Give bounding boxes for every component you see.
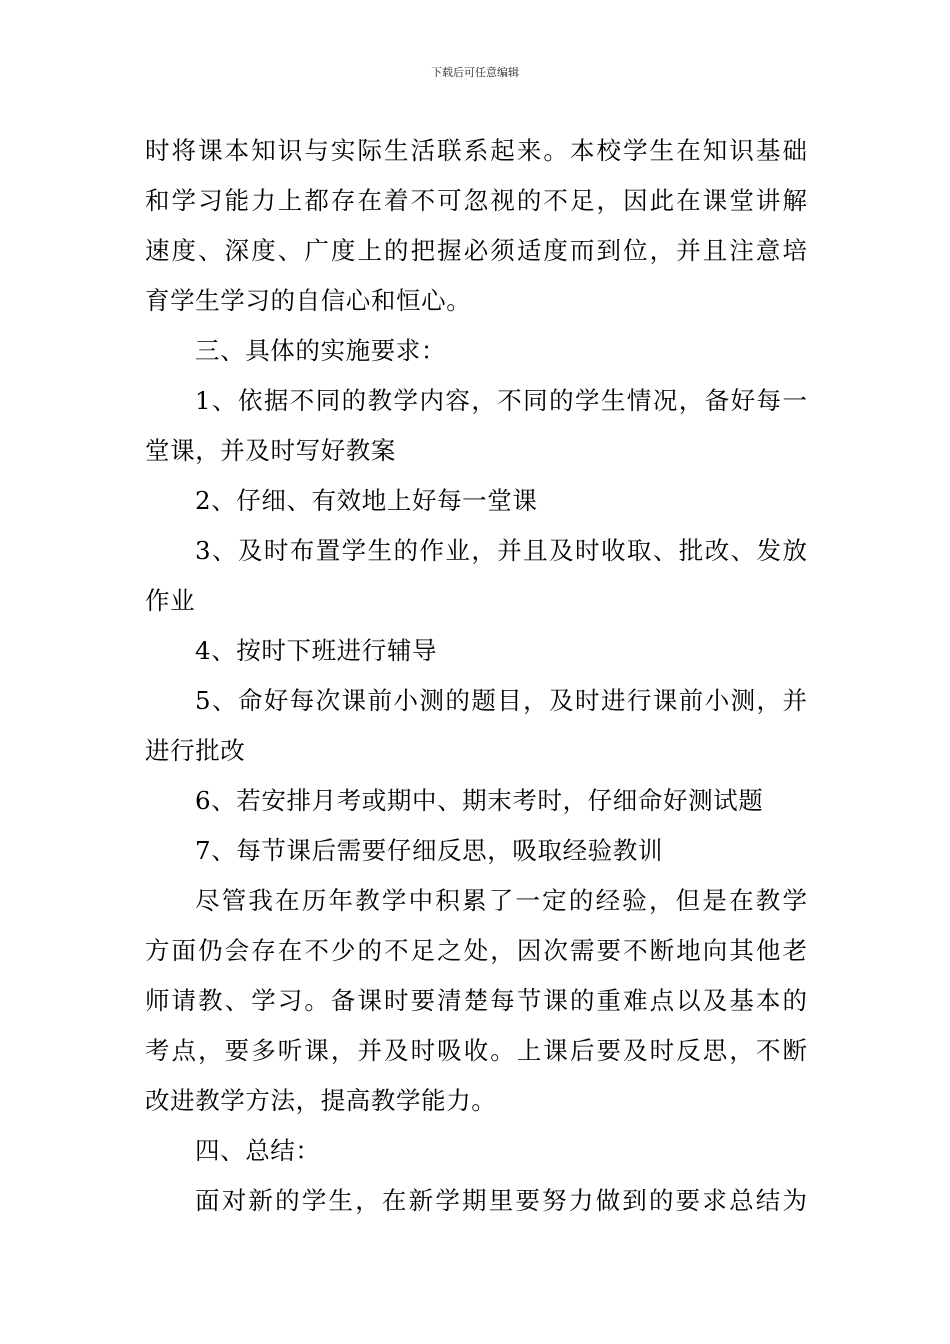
list-item: 7、每节课后需要仔细反思，吸取经验教训: [195, 836, 663, 865]
list-item: 2、仔细、有效地上好每一堂课: [195, 486, 538, 515]
list-item: 6、若安排月考或期中、期末考时，仔细命好测试题: [195, 786, 764, 815]
paragraph-start: 面对新的学生，在新学期里要努力做到的要求总结为: [195, 1186, 807, 1215]
text-line: 时将课本知识与实际生活联系起来。本校学生在知识基础: [145, 136, 807, 165]
section-heading: 三、具体的实施要求：: [195, 336, 446, 365]
text-line: 考点，要多听课，并及时吸收。上课后要及时反思，不断: [145, 1036, 807, 1065]
text-line: 方面仍会存在不少的不足之处，因次需要不断地向其他老: [145, 936, 807, 965]
text-line: 作业: [145, 586, 196, 615]
list-item: 5、命好每次课前小测的题目，及时进行课前小测，并: [195, 686, 807, 715]
section-heading: 四、总结：: [195, 1136, 321, 1165]
text-line: 速度、深度、广度上的把握必须适度而到位，并且注意培: [145, 236, 807, 265]
text-line: 堂课，并及时写好教案: [145, 436, 396, 465]
paragraph-start: 尽管我在历年教学中积累了一定的经验，但是在教学: [195, 886, 807, 915]
document-body: [145, 126, 807, 1226]
list-item: 4、按时下班进行辅导: [195, 636, 438, 665]
text-line: 和学习能力上都存在着不可忽视的不足，因此在课堂讲解: [145, 186, 807, 215]
text-line: 师请教、学习。备课时要清楚每节课的重难点以及基本的: [145, 986, 807, 1015]
text-line: 改进教学方法，提高教学能力。: [145, 1086, 497, 1115]
list-item: 1、依据不同的教学内容，不同的学生情况，备好每一: [195, 386, 807, 415]
page-header: 下载后可任意编辑: [431, 66, 519, 79]
text-line: 育学生学习的自信心和恒心。: [145, 286, 472, 315]
list-item: 3、及时布置学生的作业，并且及时收取、批改、发放: [195, 536, 807, 565]
text-line: 进行批改: [145, 736, 246, 765]
